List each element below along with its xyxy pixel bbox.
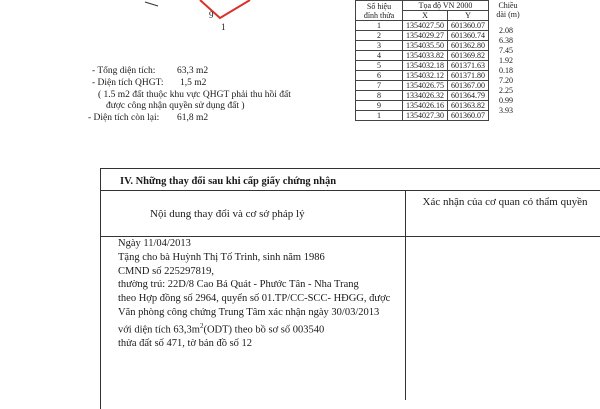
cell-y: 601360.07 bbox=[448, 21, 489, 31]
cell-no: 2 bbox=[356, 31, 403, 41]
sketch-point-1: 1 bbox=[221, 22, 226, 30]
cell-x: 1354029.27 bbox=[403, 31, 448, 41]
qhgt-area-value: 1,5 m2 bbox=[180, 78, 207, 88]
qhgt-note-line2: được công nhận quyền sử dụng đất ) bbox=[106, 101, 245, 111]
changes-column-header: Nội dung thay đổi và cơ sở pháp lý bbox=[150, 208, 305, 220]
change-entry bbox=[118, 237, 403, 351]
total-area-label: - Tổng diện tích: bbox=[92, 66, 156, 76]
change-contract: theo Hợp đồng số 2964, quyển số 01.TP/CC-SCC- HĐGG, được bbox=[118, 293, 391, 305]
cell-x: 1354032.18 bbox=[403, 61, 448, 71]
cell-y: 601363.82 bbox=[448, 101, 489, 111]
cell-length: 0.99 bbox=[499, 96, 513, 105]
qhgt-note-line1: ( 1.5 m2 đất thuộc khu vực QHGT phải thu hồi đất bbox=[98, 90, 291, 100]
cell-length: 0.18 bbox=[499, 66, 513, 75]
area-suffix: (ODT) theo bồ sơ số 003540 bbox=[203, 324, 325, 336]
column-divider bbox=[405, 190, 406, 400]
cell-y: 601360.74 bbox=[448, 31, 489, 41]
cell-no: 7 bbox=[356, 81, 403, 91]
cell-no: 1 bbox=[356, 111, 403, 121]
cell-length: 6.38 bbox=[499, 36, 513, 45]
col-x: X bbox=[403, 11, 448, 21]
dimension-line bbox=[145, 2, 158, 6]
cell-x: 1354026.16 bbox=[403, 101, 448, 111]
cell-y: 601369.82 bbox=[448, 51, 489, 61]
cell-x: 1354027.30 bbox=[403, 111, 448, 121]
cell-no: 6 bbox=[356, 71, 403, 81]
col-y: Y bbox=[448, 11, 489, 21]
col-vertex-number: Số hiệu đỉnh thửa bbox=[356, 1, 403, 21]
qhgt-area-label: - Diện tích QHGT: bbox=[92, 78, 164, 88]
cell-y: 601364.79 bbox=[448, 91, 489, 101]
parcel-boundary bbox=[200, 0, 250, 18]
cell-length: 3.93 bbox=[499, 106, 513, 115]
cell-x: 1354035.50 bbox=[403, 41, 448, 51]
change-notary: Văn phòng công chứng Trung Tâm xác nhận ngày 30/03/2013 bbox=[118, 306, 380, 318]
vertex-coordinate-table bbox=[355, 0, 526, 121]
area-superscript: 2 bbox=[199, 321, 204, 330]
area-prefix: với diện tích 63,3m bbox=[118, 324, 200, 336]
cell-y: 601371.80 bbox=[448, 71, 489, 81]
col-coordinates: Tọa độ VN 2000 bbox=[403, 1, 489, 11]
cell-y: 601367.00 bbox=[448, 81, 489, 91]
cell-x: 1354032.12 bbox=[403, 71, 448, 81]
change-address: thường trú: 22D/8 Cao Bá Quát - Phước Tân - Nha Trang bbox=[118, 279, 359, 291]
coordinate-row bbox=[356, 21, 527, 31]
cell-no: 4 bbox=[356, 51, 403, 61]
change-recipient: Tặng cho bà Huỳnh Thị Tố Trinh, sinh năm 1986 bbox=[118, 251, 325, 263]
section-title: IV. Những thay đổi sau khi cấp giấy chứng nhận bbox=[120, 176, 337, 187]
change-id-number: CMND số 225297819, bbox=[118, 265, 214, 277]
sketch-point-9: 9 bbox=[209, 10, 214, 20]
cell-no: 8 bbox=[356, 91, 403, 101]
cell-x: 1354026.75 bbox=[403, 81, 448, 91]
remaining-area-label: - Diện tích còn lại: bbox=[88, 113, 160, 123]
change-date: Ngày 11/04/2013 bbox=[118, 238, 191, 249]
total-area-value: 63,3 m2 bbox=[177, 66, 209, 76]
cell-length: 2.08 bbox=[499, 26, 513, 35]
cell-length: 7.45 bbox=[499, 46, 513, 55]
cell-no: 1 bbox=[356, 21, 403, 31]
remaining-area-value: 61,8 m2 bbox=[177, 113, 209, 123]
cell-no: 3 bbox=[356, 41, 403, 51]
parcel-sketch bbox=[110, 0, 260, 30]
change-parcel: thửa đất số 471, tờ bản đồ số 12 bbox=[118, 338, 253, 350]
cell-length: 1.92 bbox=[499, 56, 513, 65]
col-length: Chiều dài (m) bbox=[496, 0, 520, 19]
change-area bbox=[118, 320, 403, 337]
cell-y: 601371.63 bbox=[448, 61, 489, 71]
cell-x: 1354027.50 bbox=[403, 21, 448, 31]
cell-x: 1334026.32 bbox=[403, 91, 448, 101]
cell-length bbox=[489, 116, 527, 126]
cell-no: 5 bbox=[356, 61, 403, 71]
divider bbox=[100, 190, 600, 191]
confirmation-column-header: Xác nhận của cơ quan có thẩm quyền bbox=[422, 196, 588, 208]
cell-y: 601362.80 bbox=[448, 41, 489, 51]
cell-length: 2.25 bbox=[499, 86, 513, 95]
cell-length: 7.20 bbox=[499, 76, 513, 85]
cell-x: 1354033.82 bbox=[403, 51, 448, 61]
cell-no: 9 bbox=[356, 101, 403, 111]
cell-y: 601360.07 bbox=[448, 111, 489, 121]
